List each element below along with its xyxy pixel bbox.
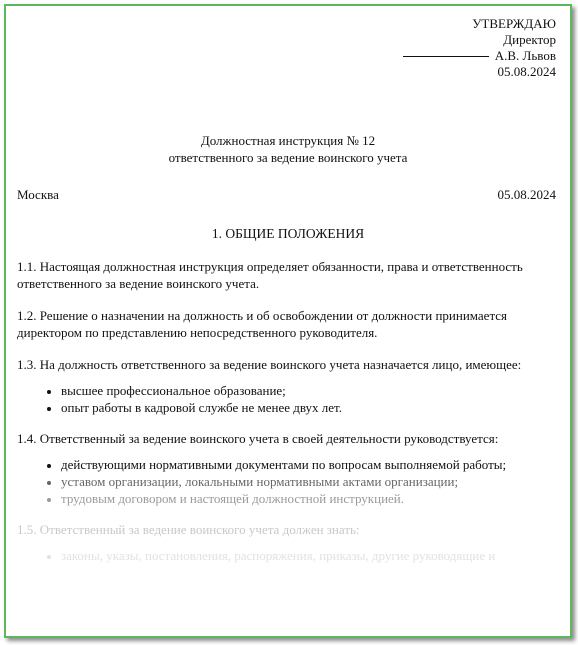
approval-position: Директор (503, 32, 556, 47)
approval-block (403, 16, 556, 80)
document-title-line1: Должностная инструкция № 12 (200, 133, 376, 148)
section-heading: 1. ОБЩИЕ ПОЛОЖЕНИЯ (211, 226, 365, 241)
list-item: • высшее профессиональное образование; (61, 382, 556, 399)
paragraph-1-4: 1.4. Ответственный за ведение воинского учета в своей деятельности руководствуется: (17, 431, 499, 446)
paragraph-1-2: 1.2. Решение о назначении на должность и об освобождении от должности принимается директором по представлению непосредственного руководителя. (17, 308, 508, 340)
document-date: 05.08.2024 (497, 187, 556, 202)
paragraph-1-3: 1.3. На должность ответственного за ведение воинского учета назначается лицо, имеющее: (17, 357, 522, 372)
paragraph-1-5: 1.5. Ответственный за ведение воинского учета должен знать: (17, 522, 360, 537)
approval-date: 05.08.2024 (497, 64, 556, 79)
list-item: • законы, указы, постановления, распоряжения, приказы, другие руководящие и (61, 547, 556, 564)
document-city: Москва (17, 187, 59, 202)
approval-title: УТВЕРЖДАЮ (472, 16, 556, 31)
list-item: • трудовым договором и настоящей должностной инструкцией. (61, 490, 556, 507)
approval-signature (403, 48, 556, 64)
list-item: • опыт работы в кадровой службе не менее двух лет. (61, 399, 556, 416)
requirements-list (17, 382, 556, 416)
signature-line (403, 56, 489, 57)
document-title-line2: ответственного за ведение воинского учета (168, 150, 408, 165)
list-item: • уставом организации, локальными нормативными актами организации; (61, 473, 556, 490)
document-title (6, 132, 570, 166)
list-item: • действующими нормативными документами по вопросам выполняемой работы; (61, 456, 556, 473)
guidance-list (17, 456, 556, 507)
approval-name: А.В. Львов (494, 48, 556, 63)
document-page (4, 4, 572, 638)
paragraph-1-1: 1.1. Настоящая должностная инструкция определяет обязанности, права и ответственность ответственного за ведение воинского учета. (17, 259, 523, 291)
document-body (17, 258, 556, 578)
knowledge-list (17, 547, 556, 564)
